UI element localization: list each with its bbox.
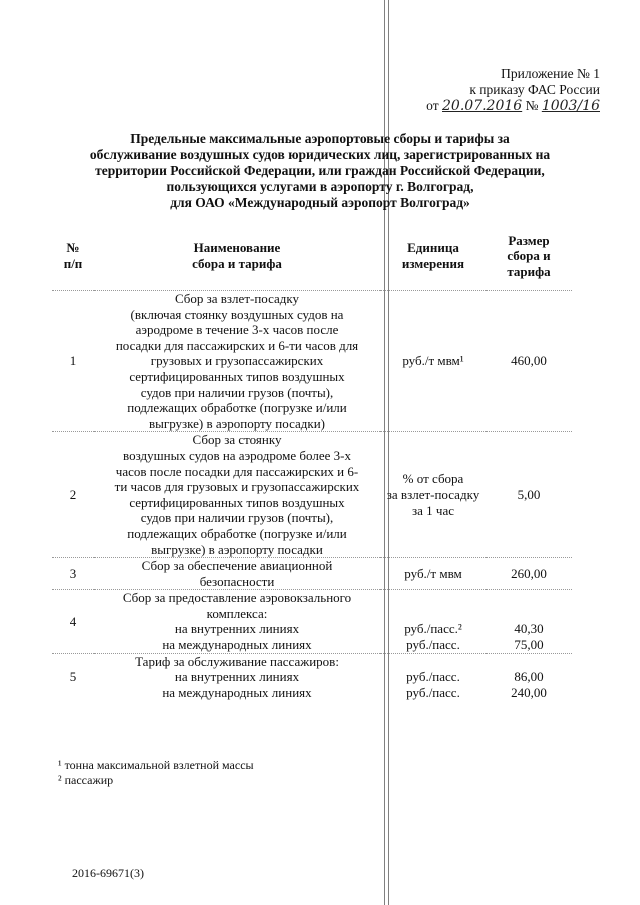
appendix-number-label: № — [525, 98, 539, 113]
row-name: Тариф за обслуживание пассажиров: на внутренних линиях на международных линиях — [135, 653, 339, 700]
header-name: Наименование сбора и тарифа — [94, 226, 380, 291]
appendix-line-3 — [400, 98, 600, 114]
row-unit: руб./пасс. руб./пасс. — [406, 669, 460, 700]
row-number: 4 — [52, 590, 94, 653]
row-value: 5,00 — [486, 432, 572, 558]
header-number: № п/п — [52, 226, 94, 291]
row-number: 3 — [52, 558, 94, 590]
row-unit: руб./пасс.² руб./пасс. — [380, 590, 486, 653]
appendix-from-label: от — [426, 98, 439, 113]
table-row — [52, 558, 572, 590]
row-value: 40,30 75,00 — [486, 590, 572, 653]
row-number: 5 — [69, 669, 77, 685]
table-row — [52, 432, 572, 558]
handwritten-date: 20.07.2016 — [442, 98, 523, 114]
row-unit: руб./т мвм¹ — [380, 291, 486, 432]
row-number: 1 — [52, 291, 94, 432]
title-line: для ОАО «Международный аэропорт Волгоград» — [170, 195, 470, 210]
row-unit: руб./т мвм — [380, 558, 486, 590]
row-name: Сбор за взлет-посадку (включая стоянку воздушных судов на аэродроме в течение 3-х часов после посадки для пассажирских и 6-ти часов для грузовых и грузопассажирских сертифицированных типов воздушных судов при наличии грузов (почты), подлежащих обработке (погрузке и/или выгрузке) в аэропорту посадки) — [94, 291, 380, 432]
title-line: обслуживание воздушных судов юридических лиц, зарегистрированных на — [89, 147, 551, 162]
footnotes — [58, 758, 254, 788]
table-row — [52, 590, 572, 653]
table-header-row — [52, 226, 572, 291]
row-name: Сбор за предоставление аэровокзального комплекса: на внутренних линиях на международных линиях — [94, 590, 380, 653]
row-unit: % от сбора за взлет-посадку за 1 час — [380, 432, 486, 558]
handwritten-number: 1003/16 — [541, 98, 600, 114]
title-line: Предельные максимальные аэропортовые сборы и тарифы за — [130, 131, 510, 146]
row-value: 86,00 240,00 — [511, 669, 547, 700]
row-value: 460,00 — [486, 291, 572, 432]
row-value: 260,00 — [486, 558, 572, 590]
tariffs-table — [52, 226, 572, 700]
table-row — [52, 291, 572, 432]
footnote: ² пассажир — [58, 773, 114, 787]
appendix-line-2: к приказу ФАС России — [469, 82, 600, 97]
table-row — [52, 653, 572, 700]
title-line: пользующихся услугами в аэропорту г. Волгоград, — [166, 179, 474, 194]
title-line: территории Российской Федерации, или граждан Российской Федерации, — [95, 163, 545, 178]
header-unit: Единица измерения — [380, 226, 486, 291]
appendix-line-1: Приложение № 1 — [501, 66, 600, 81]
document-number: 2016-69671(3) — [72, 866, 144, 880]
row-number: 2 — [52, 432, 94, 558]
row-name: Сбор за стоянку воздушных судов на аэродроме более 3-х часов после посадки для пассажирских и 6- ти часов для грузовых и грузопассажирских сертифицированных типов воздушных судов при наличии грузов (почты), подлежащих обработке (погрузке и/или выгрузке) в аэропорту посадки — [94, 432, 380, 558]
document-title — [40, 131, 600, 211]
row-name: Сбор за обеспечение авиационной безопасности — [94, 558, 380, 590]
header-value: Размер сбора и тарифа — [486, 226, 572, 291]
appendix-header — [400, 66, 600, 114]
footnote: ¹ тонна максимальной взлетной массы — [58, 758, 254, 772]
